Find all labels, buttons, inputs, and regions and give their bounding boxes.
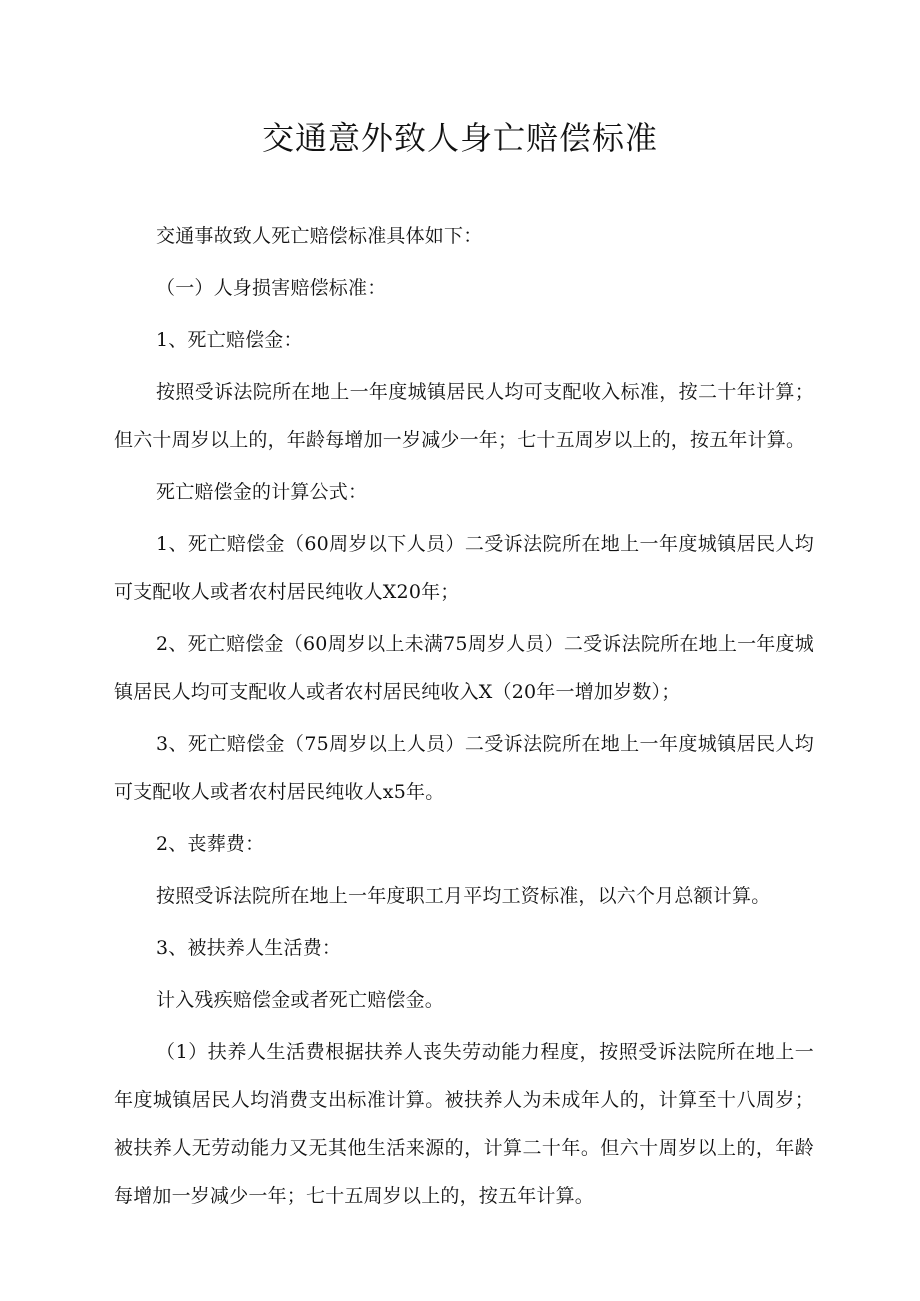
paragraph-dependent-living-expenses: 计入残疾赔偿金或者死亡赔偿金。 <box>156 989 445 1011</box>
paragraph-intro: 交通事故致人死亡赔偿标准具体如下： <box>156 225 483 247</box>
section-heading-personal-injury: （一）人身损害赔偿标准： <box>156 277 387 299</box>
document-title: 交通意外致人身亡赔偿标准 <box>261 119 658 157</box>
paragraph-dependent-calculation-rule: （1）扶养人生活费根据扶养人丧失劳动能力程度，按照受诉法院所在地上一年度城镇居民人均消费支出标准计算。被扶养人为未成年人的，计算至十八周岁；被扶养人无劳动能力又无其他生活来源的，计算二十年。但六十周岁以上的，年龄每增加一岁减少一年；七十五周岁以上的，按五年计算。 <box>114 1041 814 1207</box>
item-death-compensation-heading: 1、死亡赔偿金： <box>156 329 303 351</box>
formula-item-1: 1、死亡赔偿金（60周岁以下人员）二受诉法院所在地上一年度城镇居民人均可支配收人或者农村居民纯收人X20年； <box>114 533 814 603</box>
item-dependent-living-expenses-heading: 3、被扶养人生活费： <box>156 937 342 959</box>
formula-item-3: 3、死亡赔偿金（75周岁以上人员）二受诉法院所在地上一年度城镇居民人均可支配收人或者农村居民纯收人x5年。 <box>114 733 814 803</box>
document-body <box>114 212 814 1224</box>
formula-item-2: 2、死亡赔偿金（60周岁以上未满75周岁人员）二受诉法院所在地上一年度城镇居民人均可支配收人或者农村居民纯收入X（20年一增加岁数）； <box>114 633 814 703</box>
paragraph-death-compensation-standard: 按照受诉法院所在地上一年度城镇居民人均可支配收入标准，按二十年计算；但六十周岁以上的，年龄每增加一岁减少一年；七十五周岁以上的，按五年计算。 <box>114 381 814 451</box>
item-funeral-expenses-heading: 2、丧葬费： <box>156 833 265 855</box>
paragraph-funeral-expenses: 按照受诉法院所在地上一年度职工月平均工资标准，以六个月总额计算。 <box>156 885 771 907</box>
formula-heading: 死亡赔偿金的计算公式： <box>156 481 368 503</box>
